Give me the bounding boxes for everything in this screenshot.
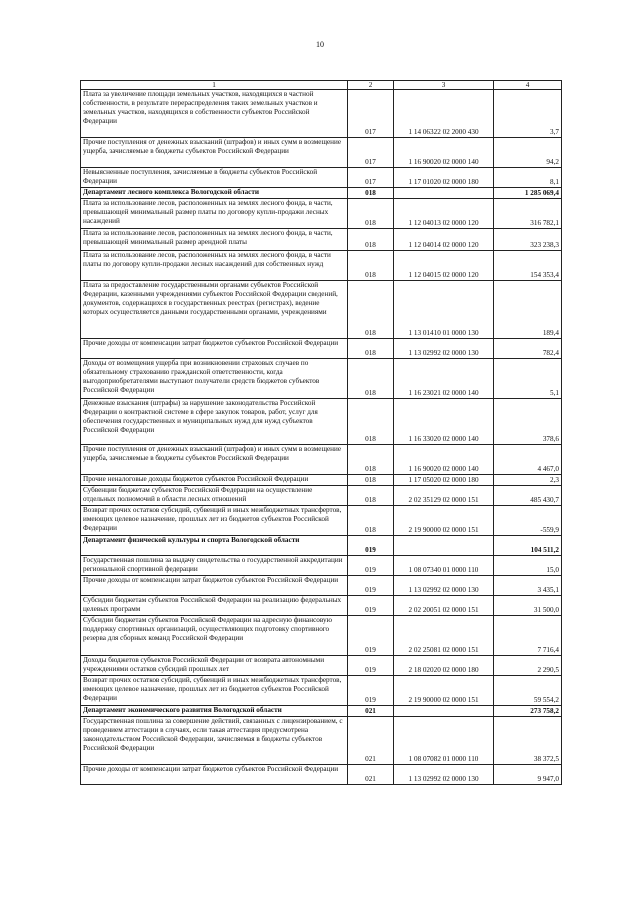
revenue-name-cell: Прочие доходы от компенсации затрат бюджетов субъектов Российской Федерации	[81, 765, 348, 785]
revenue-name-cell: Невыясненные поступления, зачисляемые в бюджеты субъектов Российской Федерации	[81, 168, 348, 188]
amount-cell: 31 500,0	[494, 596, 562, 616]
admin-code-cell: 021	[348, 706, 394, 717]
amount-cell: -559,9	[494, 506, 562, 536]
header-cell-2: 2	[348, 81, 394, 90]
budget-code-cell: 1 12 04015 02 0000 120	[394, 251, 494, 281]
admin-code-cell: 019	[348, 556, 394, 576]
budget-code-cell: 1 16 90020 02 0000 140	[394, 138, 494, 168]
table-header-row	[81, 81, 562, 90]
revenue-name-cell: Прочие доходы от компенсации затрат бюджетов субъектов Российской Федерации	[81, 339, 348, 359]
table-row	[81, 251, 562, 281]
budget-code-cell: 2 19 90000 02 0000 151	[394, 676, 494, 706]
table-row	[81, 765, 562, 785]
department-row	[81, 188, 562, 199]
header-cell-1: 1	[81, 81, 348, 90]
table-row	[81, 596, 562, 616]
department-row	[81, 706, 562, 717]
amount-cell: 323 238,3	[494, 229, 562, 251]
revenue-name-cell: Плата за увеличение площади земельных участков, находящихся в частной собственности, в результате перераспределения таких земельных участков и земельных участков, находящихся в собственности субъектов Российской Федерации	[81, 90, 348, 138]
admin-code-cell: 018	[348, 339, 394, 359]
budget-code-cell: 2 18 02020 02 0000 180	[394, 656, 494, 676]
admin-code-cell: 017	[348, 138, 394, 168]
amount-cell: 59 554,2	[494, 676, 562, 706]
admin-code-cell: 018	[348, 229, 394, 251]
amount-cell: 3,7	[494, 90, 562, 138]
amount-cell: 15,0	[494, 556, 562, 576]
revenue-name-cell: Государственная пошлина за выдачу свидетельства о государственной аккредитации региональной спортивной федерации	[81, 556, 348, 576]
budget-code-cell	[394, 536, 494, 556]
admin-code-cell: 018	[348, 445, 394, 475]
amount-cell: 1 285 069,4	[494, 188, 562, 199]
revenue-name-cell: Субсидии бюджетам субъектов Российской Федерации на реализацию федеральных целевых программ	[81, 596, 348, 616]
table-row	[81, 475, 562, 486]
budget-code-cell: 1 12 04014 02 0000 120	[394, 229, 494, 251]
revenue-name-cell: Плата за использование лесов, расположенных на землях лесного фонда, в части, превышающей минимальный размер платы по договору купли-продажи лесных насаждений	[81, 199, 348, 229]
revenue-name-cell: Департамент физической культуры и спорта Вологодской области	[81, 536, 348, 556]
table-row	[81, 486, 562, 506]
revenue-name-cell: Департамент экономического развития Вологодской области	[81, 706, 348, 717]
admin-code-cell: 019	[348, 576, 394, 596]
revenue-name-cell: Департамент лесного комплекса Вологодской области	[81, 188, 348, 199]
revenue-name-cell: Плата за использование лесов, расположенных на землях лесного фонда, в части платы по договору купли-продажи лесных насаждений для собственных нужд	[81, 251, 348, 281]
admin-code-cell: 018	[348, 475, 394, 486]
amount-cell: 38 372,5	[494, 717, 562, 765]
budget-code-cell: 1 16 90020 02 0000 140	[394, 445, 494, 475]
amount-cell: 2 290,5	[494, 656, 562, 676]
revenue-name-cell: Плата за предоставление государственными органами субъектов Российской Федерации, казенными учреждениями субъектов Российской Федерации сведений, документов, содержащихся в государственных реестрах (регистрах), ведение которых осуществляется данными государственными органами, учреждениями	[81, 281, 348, 339]
revenue-name-cell: Возврат прочих остатков субсидий, субвенций и иных межбюджетных трансфертов, имеющих целевое назначение, прошлых лет из бюджетов субъектов Российской Федерации	[81, 676, 348, 706]
amount-cell: 4 467,0	[494, 445, 562, 475]
table-row	[81, 717, 562, 765]
admin-code-cell: 017	[348, 168, 394, 188]
header-cell-3: 3	[394, 81, 494, 90]
budget-code-cell: 1 16 23021 02 0000 140	[394, 359, 494, 399]
admin-code-cell: 018	[348, 359, 394, 399]
department-row	[81, 536, 562, 556]
amount-cell: 7 716,4	[494, 616, 562, 656]
table-row	[81, 138, 562, 168]
admin-code-cell: 017	[348, 90, 394, 138]
revenue-name-cell: Возврат прочих остатков субсидий, субвенций и иных межбюджетных трансфертов, имеющих целевое назначение, прошлых лет из бюджетов субъектов Российской Федерации	[81, 506, 348, 536]
table-row	[81, 199, 562, 229]
amount-cell: 9 947,0	[494, 765, 562, 785]
budget-code-cell: 1 13 01410 01 0000 130	[394, 281, 494, 339]
budget-code-cell: 2 19 90000 02 0000 151	[394, 506, 494, 536]
table-row	[81, 339, 562, 359]
revenue-name-cell: Прочие доходы от компенсации затрат бюджетов субъектов Российской Федерации	[81, 576, 348, 596]
revenue-name-cell: Доходы от возмещения ущерба при возникновении страховых случаев по обязательному страхованию гражданской ответственности, когда выгодоприобретателями выступают получатели средств бюджетов субъектов Российской Федерации	[81, 359, 348, 399]
budget-code-cell: 1 14 06322 02 2000 430	[394, 90, 494, 138]
amount-cell: 5,1	[494, 359, 562, 399]
table-row	[81, 556, 562, 576]
amount-cell: 782,4	[494, 339, 562, 359]
budget-code-cell: 1 13 02992 02 0000 130	[394, 765, 494, 785]
budget-code-cell: 2 02 25081 02 0000 151	[394, 616, 494, 656]
admin-code-cell: 021	[348, 765, 394, 785]
budget-code-cell	[394, 706, 494, 717]
admin-code-cell: 018	[348, 251, 394, 281]
table-row	[81, 359, 562, 399]
admin-code-cell: 019	[348, 656, 394, 676]
table-row	[81, 616, 562, 656]
revenue-name-cell: Государственная пошлина за совершение действий, связанных с лицензированием, с проведением аттестации в случаях, если такая аттестация предусмотрена законодательством Российской Федерации, зачисляемая в бюджеты субъектов Российской Федерации	[81, 717, 348, 765]
budget-code-cell: 1 08 07082 01 0000 110	[394, 717, 494, 765]
budget-code-cell: 1 12 04013 02 0000 120	[394, 199, 494, 229]
table-row	[81, 399, 562, 445]
table-row	[81, 656, 562, 676]
amount-cell: 189,4	[494, 281, 562, 339]
amount-cell: 2,3	[494, 475, 562, 486]
amount-cell: 378,6	[494, 399, 562, 445]
admin-code-cell: 018	[348, 486, 394, 506]
table-row	[81, 445, 562, 475]
admin-code-cell: 018	[348, 188, 394, 199]
amount-cell: 273 758,2	[494, 706, 562, 717]
table-row	[81, 229, 562, 251]
admin-code-cell: 018	[348, 199, 394, 229]
admin-code-cell: 018	[348, 399, 394, 445]
admin-code-cell: 019	[348, 676, 394, 706]
amount-cell: 94,2	[494, 138, 562, 168]
table-row	[81, 576, 562, 596]
amount-cell: 316 782,1	[494, 199, 562, 229]
budget-code-cell	[394, 188, 494, 199]
budget-code-cell: 1 13 02992 02 0000 130	[394, 339, 494, 359]
table-row	[81, 506, 562, 536]
amount-cell: 485 430,7	[494, 486, 562, 506]
amount-cell: 8,1	[494, 168, 562, 188]
admin-code-cell: 018	[348, 506, 394, 536]
revenue-table	[80, 80, 562, 785]
revenue-name-cell: Доходы бюджетов субъектов Российской Федерации от возврата автономными учреждениями остатков субсидий прошлых лет	[81, 656, 348, 676]
revenue-name-cell: Субсидии бюджетам субъектов Российской Федерации на адресную финансовую поддержку спортивных организаций, осуществляющих подготовку спортивного резерва для сборных команд Российской Федерации	[81, 616, 348, 656]
budget-code-cell: 1 08 07340 01 0000 110	[394, 556, 494, 576]
admin-code-cell: 019	[348, 616, 394, 656]
admin-code-cell: 019	[348, 536, 394, 556]
amount-cell: 3 435,1	[494, 576, 562, 596]
revenue-name-cell: Денежные взыскания (штрафы) за нарушение законодательства Российской Федерации о контрактной системе в сфере закупок товаров, работ, услуг для обеспечения государственных и муниципальных нужд для нужд субъектов Российской Федерации	[81, 399, 348, 445]
table-row	[81, 281, 562, 339]
budget-code-cell: 2 02 35129 02 0000 151	[394, 486, 494, 506]
admin-code-cell: 021	[348, 717, 394, 765]
budget-code-cell: 1 13 02992 02 0000 130	[394, 576, 494, 596]
table-row	[81, 676, 562, 706]
budget-code-cell: 1 16 33020 02 0000 140	[394, 399, 494, 445]
header-cell-4: 4	[494, 81, 562, 90]
budget-code-cell: 2 02 20051 02 0000 151	[394, 596, 494, 616]
amount-cell: 154 353,4	[494, 251, 562, 281]
admin-code-cell: 018	[348, 281, 394, 339]
revenue-name-cell: Прочие поступления от денежных взысканий (штрафов) и иных сумм в возмещение ущерба, зачисляемые в бюджеты субъектов Российской Федерации	[81, 138, 348, 168]
revenue-name-cell: Плата за использование лесов, расположенных на землях лесного фонда, в части, превышающей минимальный размер арендной платы	[81, 229, 348, 251]
amount-cell: 104 511,2	[494, 536, 562, 556]
table-row	[81, 168, 562, 188]
revenue-table-body	[81, 81, 562, 785]
revenue-name-cell: Прочие неналоговые доходы бюджетов субъектов Российской Федерации	[81, 475, 348, 486]
page-number: 10	[316, 40, 324, 49]
revenue-name-cell: Прочие поступления от денежных взысканий (штрафов) и иных сумм в возмещение ущерба, зачисляемые в бюджеты субъектов Российской Федерации	[81, 445, 348, 475]
admin-code-cell: 019	[348, 596, 394, 616]
budget-code-cell: 1 17 05020 02 0000 180	[394, 475, 494, 486]
budget-code-cell: 1 17 01020 02 0000 180	[394, 168, 494, 188]
revenue-name-cell: Субвенции бюджетам субъектов Российской Федерации на осуществление отдельных полномочий в области лесных отношений	[81, 486, 348, 506]
table-row	[81, 90, 562, 138]
